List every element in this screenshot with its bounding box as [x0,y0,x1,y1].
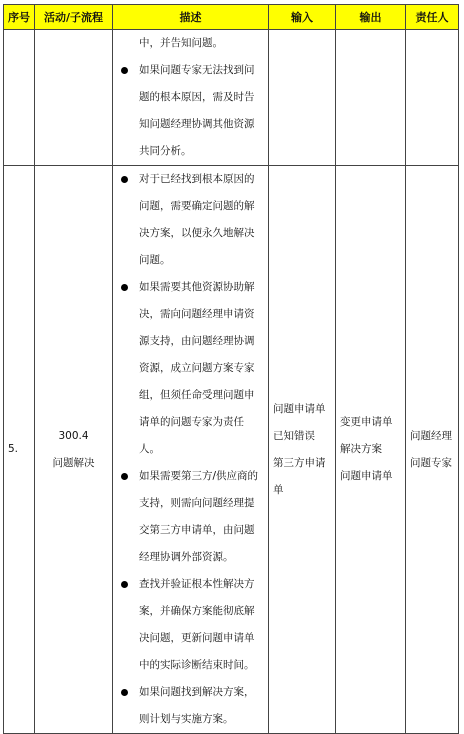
row1-desc-cell [113,30,269,166]
list-item [121,274,262,463]
bullet-text: 查找并验证根本性解决方案，并确保方案能彻底解决问题，更新问题申请单中的实际诊断结束时间。 [139,578,255,671]
activity-name: 问题解决 [52,456,95,469]
list-item [121,571,262,679]
header-desc: 描述 [113,5,269,30]
row1-activity-cell [35,30,113,166]
owner-item: 问题经理 [410,429,452,442]
output-item: 问题申请单 [340,470,393,482]
row1-owner-cell [406,30,459,166]
row2-output-cell [336,166,406,734]
row1-seq-cell [4,30,35,166]
row2-bullet-list [121,166,262,733]
owner-item: 问题专家 [410,456,452,469]
bullet-icon [121,581,128,588]
input-item: 第三方申请单 [273,456,326,496]
list-item [121,57,262,165]
row2-activity-cell [35,166,113,734]
bullet-text: 如果问题找到解决方案，则计划与实施方案。 [139,686,255,725]
bullet-icon [121,689,128,696]
output-item: 变更申请单 [340,416,393,428]
input-item: 问题申请单 [273,402,326,415]
row2-desc-cell [113,166,269,734]
row2-input-cell [269,166,336,734]
bullet-text: 如果需要第三方/供应商的支持，则需向问题经理提交第三方申请单，由问题经理协调外部资源。 [139,470,259,563]
row1-input-cell [269,30,336,166]
header-row [4,5,459,30]
output-item: 解决方案 [340,443,382,455]
list-item [121,679,262,733]
header-owner: 责任人 [406,5,459,30]
desc-continuation: 中，并告知问题。 [139,37,223,49]
process-table [3,4,459,734]
bullet-icon [121,67,128,74]
bullet-icon [121,284,128,291]
list-item [121,463,262,571]
bullet-icon [121,473,128,480]
table-row [4,30,459,166]
bullet-text: 如果需要其他资源协助解决，需向问题经理申请资源支持，由问题经理协调资源，成立问题方案专家组，但须任命受理问题申请单的问题专家为责任人。 [139,281,255,455]
header-seq: 序号 [4,5,35,30]
header-activity: 活动/子流程 [35,5,113,30]
row2-seq: 5. [4,166,35,734]
bullet-icon [121,176,128,183]
bullet-text: 对于已经找到根本原因的问题，需要确定问题的解决方案，以便永久地解决问题。 [139,173,255,266]
activity-code: 300.4 [58,429,89,442]
row2-owner-cell [406,166,459,734]
table-row [4,166,459,734]
header-input: 输入 [269,5,336,30]
bullet-text: 如果问题专家无法找到问题的根本原因，需及时告知问题经理协调其他资源共同分析。 [139,64,255,157]
row1-bullet-list [121,57,262,165]
input-item: 已知错误 [273,429,315,442]
list-item [121,166,262,274]
header-output: 输出 [336,5,406,30]
row1-output-cell [336,30,406,166]
